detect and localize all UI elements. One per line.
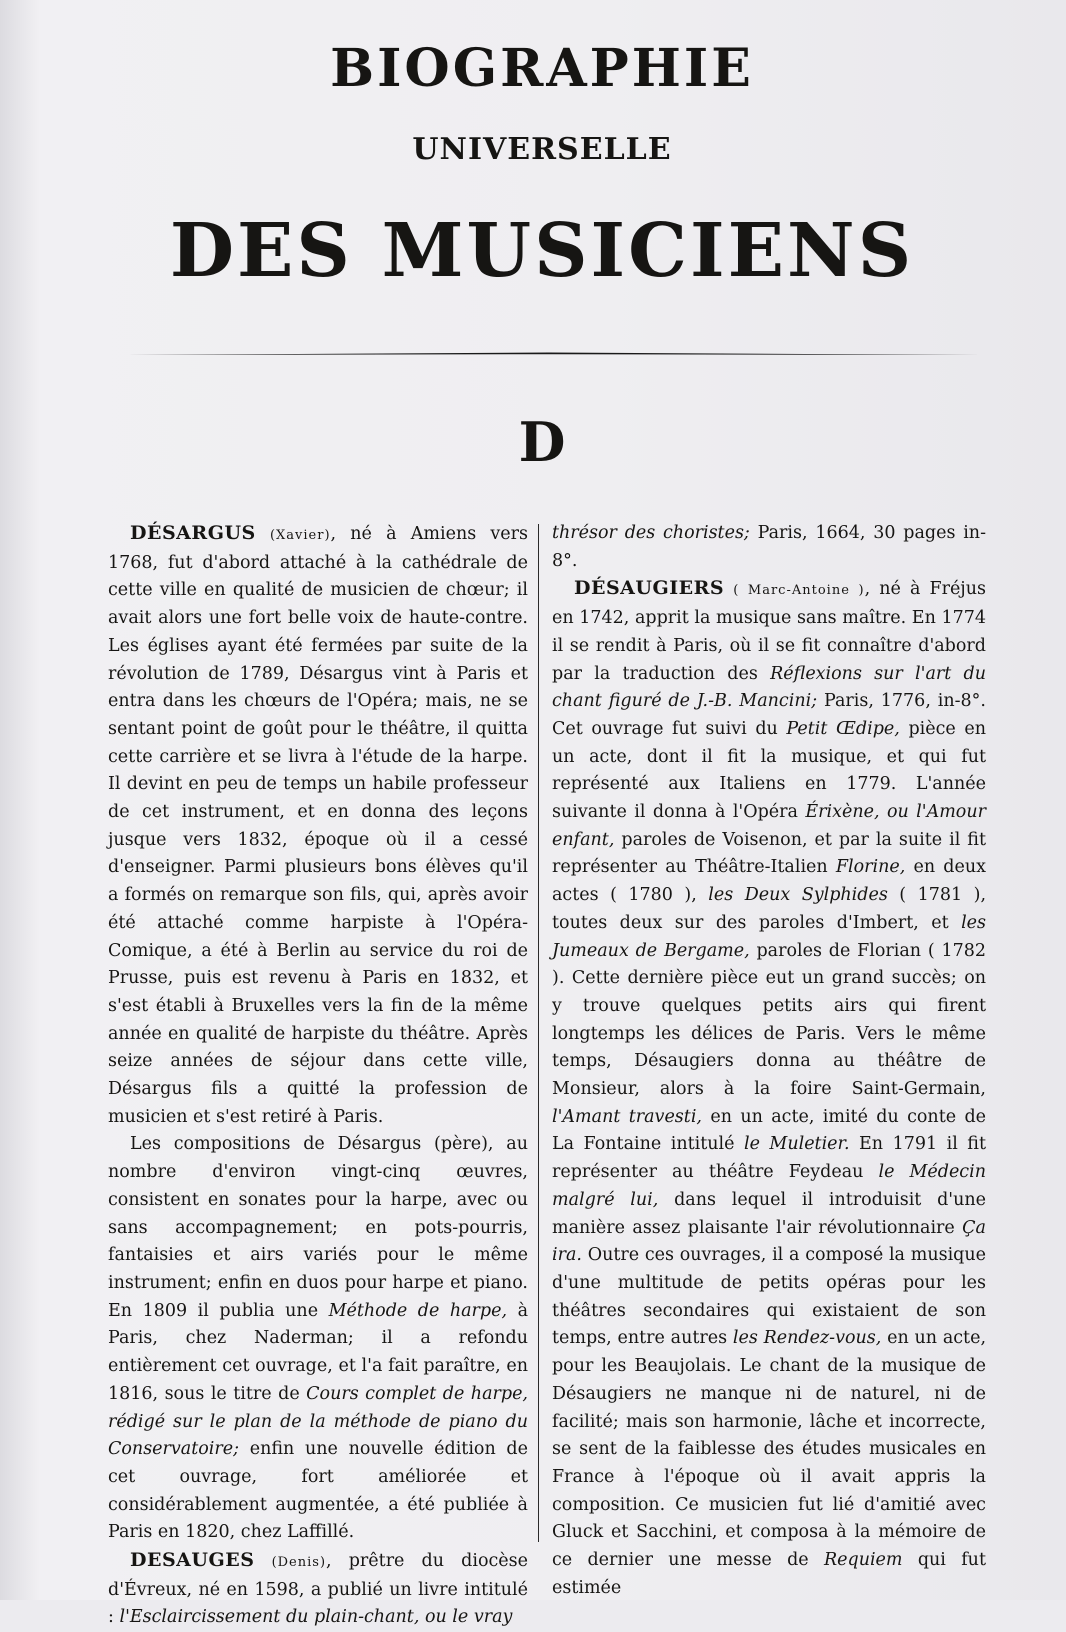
- entry-text: en deux actes ( 1780 ),: [552, 857, 986, 906]
- entry-desaugiers: [552, 575, 986, 1602]
- entry-text: dans lequel il introduisit d'une manière assez plaisante l'air révolutionnaire: [552, 1189, 987, 1238]
- forename-desauges: (Denis): [271, 1555, 327, 1571]
- forename-desaugiers: ( Marc-Antoine ): [733, 583, 865, 599]
- entry-text: ( 1781 ), toutes deux sur des paroles d'Imbert, et: [552, 885, 987, 933]
- work-title: l'Amant travesti,: [552, 1106, 702, 1127]
- entry-text: Paris, 1664, 30 pages in-8°.: [552, 523, 986, 571]
- entry-text: paroles de Florian ( 1782 ). Cette dernière pièce eut un grand succès; on y trouve quelques petits airs qui firent longtemps les délices de Paris. Vers le même temps, Désaugiers donna au théâtre de Monsieur, alors à la foire Saint-Germain,: [552, 940, 986, 1100]
- entry-text: à Paris, chez Naderman; il a refondu entièrement cet ouvrage, et l'a fait paraître, en 1816, sous le titre de: [108, 1300, 528, 1404]
- work-title: Petit Œdipe,: [786, 718, 900, 739]
- left-column: [108, 520, 528, 1632]
- entry-text: paroles de Voisenon, et par la suite il fit représenter au Théâtre-Italien: [552, 829, 986, 878]
- entry-desargus-compositions: [108, 1131, 528, 1547]
- entry-desauges-continued: [552, 520, 986, 575]
- entry-text: , né à Amiens vers 1768, fut d'abord attaché à la cathédrale de cette ville en qualité de musicien de chœur; il avait alors une fort belle voix de haute-contre. Les églises ayant été fermées par suite de la révolution de 1789, Désargus vint à Paris et entra dans les chœurs de l'Opéra; mais, ne se sentant point de goût pour le théâtre, il quitta cette carrière et se livra à l'étude de la harpe. Il devint en peu de temps un habile professeur de cet instrument, et en donna des leçons jusque vers 1832, époque où il a cessé d'enseigner. Parmi plusieurs bons élèves qu'il a formés on remarque son fils, qui, après avoir été attaché comme harpiste à l'Opéra-Comique, a été à Berlin au service du roi de Prusse, puis est revenu à Paris en 1832, et s'est établi à Bruxelles vers la fin de la même année en qualité de harpiste du théâtre. Après seize années de séjour dans cette ville, Désargus fils a quitté la profession de musicien et s'est retiré à Paris.: [108, 524, 528, 1127]
- entry-text: pièce en un acte, dont il fit la musique, et qui fut représenté aux Italiens en 1779. L'année suivante il donna à l'Opéra: [552, 718, 986, 823]
- work-title: Cours complet de harpe, rédigé sur le plan de la méthode de piano du Conservatoire;: [108, 1383, 528, 1460]
- entry-text: qui fut estimée: [552, 1550, 986, 1598]
- column-divider: [538, 524, 539, 1542]
- work-title: Érixène, ou l'Amour enfant,: [552, 802, 986, 850]
- work-title: thrésor des choristes;: [552, 523, 750, 543]
- work-title: Réflexions sur l'art du chant figuré de J.-B. Mancini;: [552, 663, 986, 712]
- entry-text: enfin une nouvelle édition de cet ouvrage, fort améliorée et considérablement augmentée, a été publiée à Paris en 1820, chez Laffillé.: [108, 1439, 528, 1543]
- headword-desauges: DESAUGES: [130, 1549, 255, 1572]
- entry-text: Outre ces ouvrages, il a composé la musique d'une multitude de petits opéras pour les théâtres secondaires qui existaient de son temps, entre autres: [552, 1245, 986, 1349]
- entry-text: Les compositions de Désargus (père), au nombre d'environ vingt-cinq œuvres, consistent en sonates pour la harpe, avec ou sans accompagnement; en pots-pourris, fantaisies et airs variés pour le même instrument; enfin en duos pour harpe et piano. En 1809 il publia une: [108, 1134, 528, 1321]
- work-title: les Jumeaux de Bergame,: [552, 912, 986, 961]
- work-title: le Muletier.: [743, 1134, 850, 1155]
- entry-text: en un acte, imité du conte de La Fontaine intitulé: [552, 1106, 987, 1155]
- running-head: [330, 0, 930, 14]
- work-title: l'Esclaircissement du plain-chant, ou le vray: [119, 1607, 513, 1628]
- headword-desargus: DÉSARGUS: [130, 522, 256, 544]
- work-title: les Deux Sylphides: [708, 885, 888, 906]
- title-biographie: BIOGRAPHIE: [330, 38, 754, 99]
- forename-desargus: (Xavier): [269, 528, 331, 543]
- title-des-musiciens: DES MUSICIENS: [169, 208, 915, 294]
- entry-text: En 1791 il fit représenter au théâtre Feydeau: [552, 1134, 986, 1183]
- work-title: Florine,: [835, 857, 906, 878]
- entry-text: en un acte, pour les Beaujolais. Le chant de la musique de Désaugiers ne manque ni de naturel, ni de facilité; mais son harmonie, lâche et incorrecte, se sent de la faiblesse des études musicales en France à l'époque où il avait appris la composition. Ce musicien fut lié d'amitié avec Gluck et Sacchini, et composa à la mémoire de ce dernier une messe de: [552, 1328, 987, 1571]
- work-title: Ça ira.: [552, 1217, 986, 1266]
- entry-text: Paris, 1776, in-8°. Cet ouvrage fut suivi du: [552, 691, 986, 739]
- title-universelle: UNIVERSELLE: [412, 132, 672, 167]
- entry-desargus: [108, 520, 528, 1131]
- headword-desaugiers: DÉSAUGIERS: [574, 577, 725, 600]
- work-title: les Rendez-vous,: [732, 1328, 882, 1349]
- title-rule: [118, 352, 980, 356]
- work-title: Requiem: [823, 1550, 903, 1571]
- right-column: [552, 520, 986, 1602]
- entry-desauges: [108, 1547, 528, 1632]
- work-title: le Médecin malgré lui,: [552, 1162, 986, 1210]
- section-letter: D: [518, 410, 566, 474]
- entry-text: , né à Fréjus en 1742, apprit la musique sans maître. En 1774 il se rendit à Paris, où il se fit connaître d'abord par la traduction des: [552, 579, 986, 684]
- work-title: Méthode de harpe,: [328, 1300, 508, 1321]
- entry-text: , prêtre du diocèse d'Évreux, né en 1598, a publié un livre intitulé :: [108, 1551, 528, 1628]
